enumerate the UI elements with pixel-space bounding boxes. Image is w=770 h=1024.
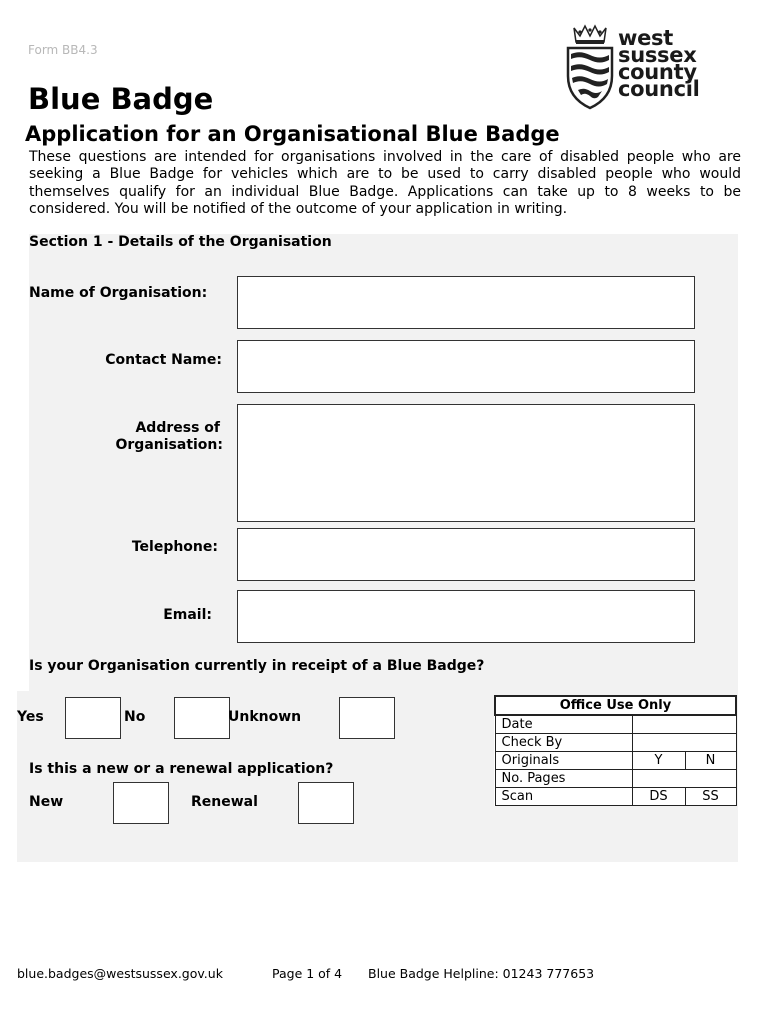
form-subtitle: Application for an Organisational Blue Badge (25, 122, 560, 146)
no-label: No (124, 709, 146, 725)
office-row (495, 770, 736, 788)
yes-label: Yes (17, 709, 44, 725)
originals-y-cell: Y (632, 752, 685, 770)
office-row (495, 734, 736, 752)
name-label: Name of Organisation: (29, 285, 208, 301)
originals-cell: Originals (495, 752, 632, 770)
footer-page-number: Page 1 of 4 (272, 966, 343, 981)
intro-paragraph: These questions are intended for organisations involved in the care of disabled people who are seeking a Blue Badge for vehicles which are to be used to carry disabled people who would themselves qualify for an individual Blue Badge. Applications can take up to 8 weeks to be considered. You will be notified of the outcome of your application in writing. (29, 149, 741, 218)
footer-email: blue.badges@westsussex.gov.uk (17, 966, 223, 981)
section-heading: Section 1 - Details of the Organisation (29, 234, 332, 250)
receipt-question: Is your Organisation currently in receipt of a Blue Badge? (29, 658, 485, 674)
logo-text-sussex: sussex (618, 43, 697, 67)
scan-ss-cell: SS (685, 788, 736, 806)
office-row (495, 715, 736, 734)
address-label-line1: Address of (135, 420, 220, 436)
office-header-row (495, 696, 736, 715)
council-logo (566, 24, 711, 110)
check-by-cell: Check By (495, 734, 632, 752)
crest-icon (566, 24, 614, 110)
address-field[interactable] (237, 404, 695, 522)
no-pages-value-cell (632, 770, 736, 788)
organisation-name-field[interactable] (237, 276, 695, 329)
no-checkbox[interactable] (174, 697, 230, 739)
scan-ds-cell: DS (632, 788, 685, 806)
new-checkbox[interactable] (113, 782, 169, 824)
page-title: Blue Badge (28, 82, 214, 116)
renewal-label: Renewal (191, 794, 258, 810)
date-value-cell (632, 715, 736, 734)
telephone-label: Telephone: (131, 539, 218, 555)
originals-n-cell: N (685, 752, 736, 770)
unknown-checkbox[interactable] (339, 697, 395, 739)
footer-helpline: Blue Badge Helpline: 01243 777653 (368, 966, 595, 981)
address-label-line2: Organisation: (115, 437, 223, 453)
office-use-title: Office Use Only (495, 696, 736, 715)
contact-label: Contact Name: (105, 352, 222, 368)
check-by-value-cell (632, 734, 736, 752)
email-field[interactable] (237, 590, 695, 643)
office-row (495, 752, 736, 770)
renewal-checkbox[interactable] (298, 782, 354, 824)
date-cell: Date (495, 715, 632, 734)
logo-text-west: west (618, 26, 673, 50)
office-use-table (494, 695, 737, 806)
office-row (495, 788, 736, 806)
contact-name-field[interactable] (237, 340, 695, 393)
application-type-question: Is this a new or a renewal application? (29, 761, 334, 777)
telephone-field[interactable] (237, 528, 695, 581)
new-label: New (29, 794, 64, 810)
logo-text-county: county (618, 60, 697, 84)
scan-cell: Scan (495, 788, 632, 806)
yes-checkbox[interactable] (65, 697, 121, 739)
unknown-label: Unknown (228, 709, 302, 725)
form-id: Form BB4.3 (28, 43, 98, 57)
no-pages-cell: No. Pages (495, 770, 632, 788)
logo-text-council: council (618, 77, 700, 101)
email-label: Email: (163, 607, 212, 623)
